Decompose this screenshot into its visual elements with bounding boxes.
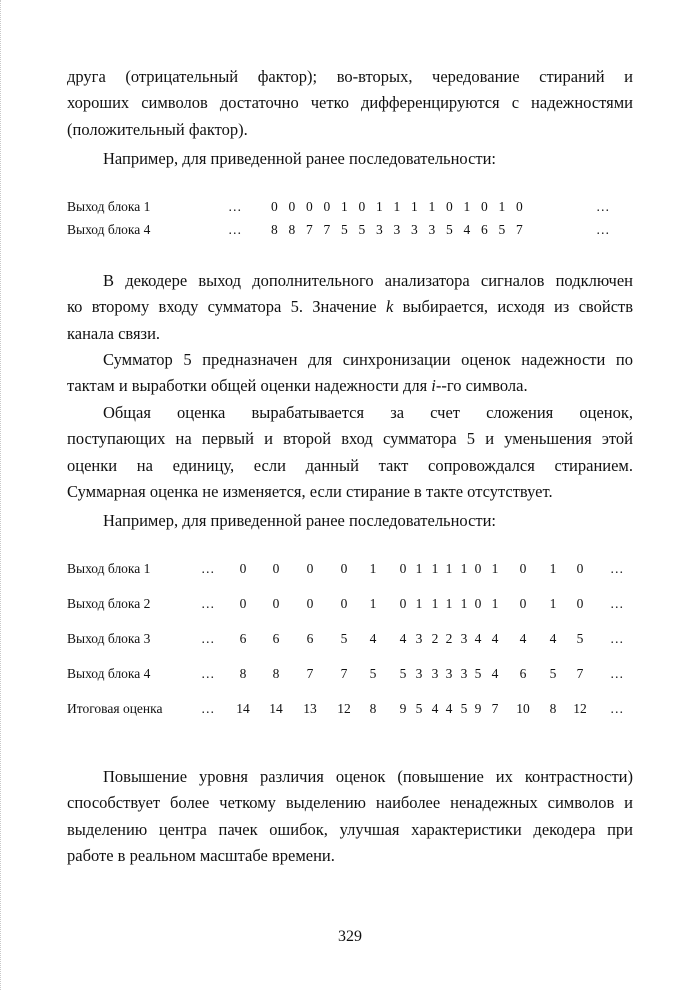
value-cell: 4 <box>519 631 527 646</box>
trailing-ellipsis: … <box>610 596 624 611</box>
text-line: Общая оценка вырабатывается за счет сложения оценок, <box>103 403 633 422</box>
value-cell: 5 <box>460 701 468 716</box>
text-line: работе в реальном масштабе времени. <box>67 845 335 865</box>
text-line: оценки на единицу, если данный такт сопровождался стиранием. <box>67 455 633 475</box>
leading-ellipsis: … <box>228 222 242 237</box>
paragraph-decoder <box>67 268 633 347</box>
value-cell: 1 <box>460 561 468 576</box>
leading-ellipsis: … <box>201 701 215 716</box>
row-values: 0 0 0 0 1 0 1 1 1 1 0 1 0 1 0 <box>271 199 523 214</box>
value-cell: 6 <box>519 666 527 681</box>
paragraph-summator <box>67 347 633 400</box>
value-cell: 0 <box>519 561 527 576</box>
variable-i: i <box>431 376 436 396</box>
value-cell: 5 <box>415 701 423 716</box>
value-cell: 4 <box>445 701 453 716</box>
page-number: 329 <box>338 928 362 945</box>
value-cell: 1 <box>460 596 468 611</box>
row-label: Итоговая оценка <box>67 701 163 716</box>
value-cell: 0 <box>576 561 584 576</box>
text-line: Суммарная оценка не изменяется, если стирание в такте отсутствует. <box>67 481 553 501</box>
value-cell: 5 <box>399 666 407 681</box>
sequence-row <box>67 596 637 618</box>
value-cell: 5 <box>474 666 482 681</box>
example-intro-1: Например, для приведенной ранее последовательности: <box>103 149 497 168</box>
value-cell: 0 <box>239 596 247 611</box>
leading-ellipsis: … <box>201 596 215 611</box>
value-cell: 4 <box>474 631 482 646</box>
value-cell: 3 <box>415 666 423 681</box>
example-intro-2: Например, для приведенной ранее последовательности: <box>103 511 497 530</box>
value-cell: 0 <box>474 561 482 576</box>
sequence-row <box>67 666 637 688</box>
trailing-ellipsis: … <box>610 631 624 646</box>
text-line: тактам и выработки общей оценки надежности для i--го символа. <box>67 376 528 396</box>
value-cell: 1 <box>549 596 557 611</box>
value-cell: 1 <box>491 561 499 576</box>
value-cell: 3 <box>431 666 439 681</box>
trailing-ellipsis: … <box>610 561 624 576</box>
value-cell: 8 <box>369 701 377 716</box>
value-cell: 0 <box>239 561 247 576</box>
value-cell: 0 <box>576 596 584 611</box>
value-cell: 9 <box>474 701 482 716</box>
text-line: ко второму входу сумматора 5. Значение k выбирается, исходя из свойств <box>67 297 634 317</box>
value-cell: 1 <box>415 561 423 576</box>
leading-ellipsis: … <box>201 631 215 646</box>
value-cell: 1 <box>445 561 453 576</box>
text-line: Сумматор 5 предназначен для синхронизации оценок надежности по <box>103 350 633 369</box>
value-cell: 0 <box>340 561 348 576</box>
value-cell: 7 <box>491 701 499 716</box>
text-line: поступающих на первый и второй вход сумматора 5 и уменьшения этой <box>67 429 633 449</box>
row-label: Выход блока 1 <box>67 561 151 576</box>
value-cell: 12 <box>573 701 587 716</box>
value-cell: 6 <box>306 631 314 646</box>
value-cell: 5 <box>369 666 377 681</box>
text-line: Повышение уровня различия оценок (повышение их контрастности) <box>103 767 633 786</box>
value-cell: 3 <box>460 666 468 681</box>
text-line: канала связи. <box>67 323 161 343</box>
value-cell: 0 <box>272 596 280 611</box>
value-cell: 8 <box>272 666 280 681</box>
value-cell: 10 <box>516 701 530 716</box>
trailing-ellipsis: … <box>596 199 610 214</box>
value-cell: 3 <box>460 631 468 646</box>
sequence-row <box>67 701 637 723</box>
row-values: 8 8 7 7 5 5 3 3 3 3 5 4 6 5 7 <box>271 222 523 237</box>
value-cell: 13 <box>303 701 317 716</box>
value-cell: 1 <box>431 596 439 611</box>
value-cell: 5 <box>576 631 584 646</box>
value-cell: 14 <box>236 701 250 716</box>
value-cell: 9 <box>399 701 407 716</box>
value-cell: 1 <box>445 596 453 611</box>
value-cell: 0 <box>399 561 407 576</box>
page-edge <box>0 0 5 990</box>
value-cell: 1 <box>431 561 439 576</box>
row-label: Выход блока 1 <box>67 199 151 214</box>
value-cell: 12 <box>337 701 351 716</box>
value-cell: 0 <box>306 596 314 611</box>
value-cell: 4 <box>491 666 499 681</box>
value-cell: 7 <box>340 666 348 681</box>
value-cell: 1 <box>415 596 423 611</box>
value-cell: 6 <box>272 631 280 646</box>
variable-k: k <box>385 297 394 317</box>
text-line: друга (отрицательный фактор); во-вторых, чередование стираний и <box>67 67 633 86</box>
paragraph-final <box>67 764 633 869</box>
value-cell: 1 <box>369 596 377 611</box>
value-cell: 0 <box>272 561 280 576</box>
text-line: (положительный фактор). <box>67 119 248 139</box>
paragraph-continuation <box>67 64 633 143</box>
value-cell: 6 <box>239 631 247 646</box>
trailing-ellipsis: … <box>596 222 610 237</box>
value-cell: 4 <box>399 631 407 646</box>
leading-ellipsis: … <box>228 199 242 214</box>
row-label: Выход блока 2 <box>67 596 151 611</box>
value-cell: 7 <box>576 666 584 681</box>
value-cell: 3 <box>445 666 453 681</box>
value-cell: 4 <box>369 631 377 646</box>
value-cell: 0 <box>399 596 407 611</box>
sequence-row <box>67 631 637 653</box>
row-label: Выход блока 3 <box>67 631 151 646</box>
leading-ellipsis: … <box>201 561 215 576</box>
value-cell: 7 <box>306 666 314 681</box>
value-cell: 0 <box>340 596 348 611</box>
value-cell: 3 <box>415 631 423 646</box>
value-cell: 4 <box>491 631 499 646</box>
trailing-ellipsis: … <box>610 666 624 681</box>
value-cell: 5 <box>340 631 348 646</box>
text-line: В декодере выход дополнительного анализатора сигналов подключен <box>103 271 633 290</box>
text-line: способствует более четкому выделению наиболее ненадежных символов и <box>67 793 633 813</box>
value-cell: 1 <box>549 561 557 576</box>
value-cell: 1 <box>369 561 377 576</box>
row-label: Выход блока 4 <box>67 666 151 681</box>
sequence-row <box>67 561 637 583</box>
trailing-ellipsis: … <box>610 701 624 716</box>
value-cell: 4 <box>549 631 557 646</box>
text-line: выделению центра пачек ошибок, улучшая характеристики декодера при <box>67 819 633 839</box>
value-cell: 0 <box>474 596 482 611</box>
leading-ellipsis: … <box>201 666 215 681</box>
value-cell: 0 <box>306 561 314 576</box>
value-cell: 2 <box>431 631 439 646</box>
paragraph-total-estimate <box>67 400 633 505</box>
text-line: хороших символов достаточно четко дифференцируются с надежностями <box>67 93 633 113</box>
value-cell: 8 <box>549 701 557 716</box>
value-cell: 0 <box>519 596 527 611</box>
value-cell: 2 <box>445 631 453 646</box>
value-cell: 4 <box>431 701 439 716</box>
value-cell: 8 <box>239 666 247 681</box>
row-label: Выход блока 4 <box>67 222 151 237</box>
value-cell: 1 <box>491 596 499 611</box>
value-cell: 5 <box>549 666 557 681</box>
value-cell: 14 <box>269 701 283 716</box>
